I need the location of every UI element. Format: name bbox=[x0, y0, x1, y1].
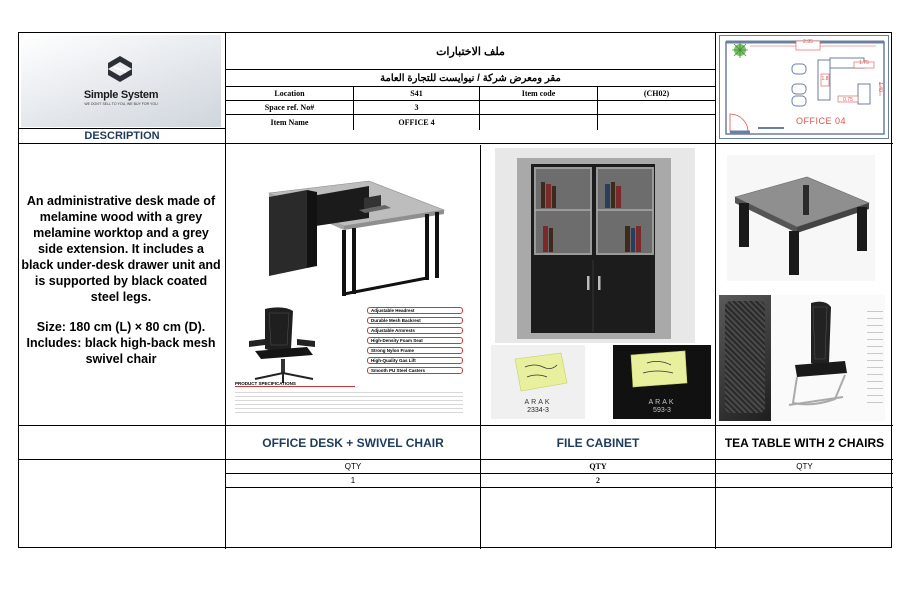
label-location: Location bbox=[274, 89, 305, 98]
tea-table-image bbox=[727, 155, 875, 281]
description-body: An administrative desk made of melamine wood with a grey melamine worktop and a grey side extension. It includes a black under-desk drawer unit and is supported by black coated steel legs. bbox=[21, 194, 221, 304]
item-caption-cabinet: FILE CABINET bbox=[556, 435, 640, 450]
item-caption-tea-table: TEA TABLE WITH 2 CHAIRS bbox=[724, 435, 885, 450]
mesh-chair-image bbox=[719, 295, 885, 421]
plan-label: OFFICE 04 bbox=[795, 116, 846, 126]
plant-icon bbox=[732, 42, 748, 58]
file-cabinet-illustration bbox=[495, 148, 695, 343]
file-cabinet-image bbox=[495, 148, 695, 343]
mesh-chair-illustration bbox=[773, 295, 863, 421]
sample-2-brand: ARAK bbox=[648, 399, 676, 406]
value-location: S41 bbox=[410, 89, 423, 98]
qty-label-tea-table: QTY bbox=[796, 462, 813, 471]
chair-spec-table bbox=[235, 389, 463, 415]
chair-spec-image bbox=[229, 301, 473, 419]
tea-table-illustration bbox=[727, 155, 875, 281]
chair-feature: Adjustable Headrest bbox=[367, 307, 463, 314]
material-sample-1 bbox=[491, 345, 585, 419]
plan-dim-width: 2.95 bbox=[803, 39, 813, 45]
chair-feature: High-Density Foam Seat bbox=[367, 337, 463, 344]
plan-dim-desk: 1.75 bbox=[859, 60, 869, 66]
label-item-code: Item code bbox=[521, 89, 556, 98]
qty-label-desk: QTY bbox=[344, 462, 362, 471]
qty-value-tea-table bbox=[716, 474, 893, 487]
mesh-chair-spec-notes bbox=[867, 305, 883, 405]
plan-dim-extension: 0.75 bbox=[843, 97, 853, 103]
material-sample-2 bbox=[613, 345, 711, 419]
item-caption-desk: OFFICE DESK + SWIVEL CHAIR bbox=[262, 435, 444, 450]
chair-feature: Adjustable Armrests bbox=[367, 327, 463, 334]
sample-1-brand: ARAK bbox=[524, 399, 552, 406]
sample-1-code: 2334-3 bbox=[527, 407, 549, 414]
plan-dim-return: 1.8 bbox=[821, 76, 829, 82]
swivel-chair-illustration bbox=[235, 305, 325, 385]
description-heading: DESCRIPTION bbox=[19, 128, 225, 143]
spec-sheet bbox=[18, 32, 892, 548]
value-item-code: (CH02) bbox=[643, 89, 670, 98]
company-logo bbox=[21, 35, 221, 127]
document-subtitle: مقر ومعرض شركة / نيوايست للتجارة العامة bbox=[226, 69, 715, 86]
info-grid bbox=[226, 86, 715, 129]
mesh-chair-closeup bbox=[719, 295, 771, 421]
chair-feature: High-Quality Gas Lift bbox=[367, 357, 463, 364]
document-title: ملف الاختبارات bbox=[436, 45, 505, 58]
divider-qty-value bbox=[225, 487, 893, 488]
chair-features-list bbox=[367, 307, 463, 374]
value-item-name: OFFICE 4 bbox=[398, 117, 435, 127]
chair-feature: Durable Mesh Backrest bbox=[367, 317, 463, 324]
chair-feature: Strong Nylon Frame bbox=[367, 347, 463, 354]
label-item-name: Item Name bbox=[270, 117, 309, 127]
logo-tagline: WE DON'T SELL TO YOU, WE BUY FOR YOU bbox=[84, 102, 158, 106]
chair-feature: Smooth PU Steel Casters bbox=[367, 367, 463, 374]
desk-illustration bbox=[229, 148, 473, 298]
logo-mark-icon bbox=[107, 55, 133, 85]
description-block bbox=[21, 193, 221, 367]
divider-col-2 bbox=[480, 145, 481, 549]
chair-spec-title: PRODUCT SPECIFICATIONS bbox=[235, 381, 355, 387]
plan-dim-depth: 1.40 bbox=[877, 82, 883, 92]
qty-value-cabinet: 2 bbox=[596, 476, 600, 485]
description-size: Size: 180 cm (L) × 80 cm (D). Includes: black high-back mesh swivel chair bbox=[26, 320, 216, 366]
desk-image bbox=[229, 148, 473, 298]
floor-plan bbox=[719, 35, 889, 139]
label-space-ref: Space ref. No# bbox=[264, 103, 315, 112]
value-space-ref: 3 bbox=[414, 103, 419, 112]
divider-header bbox=[19, 143, 893, 144]
qty-value-desk: 1 bbox=[350, 476, 356, 485]
logo-brand: Simple System bbox=[83, 89, 159, 101]
qty-label-cabinet: QTY bbox=[589, 462, 607, 471]
sample-2-code: 593-3 bbox=[653, 407, 671, 414]
